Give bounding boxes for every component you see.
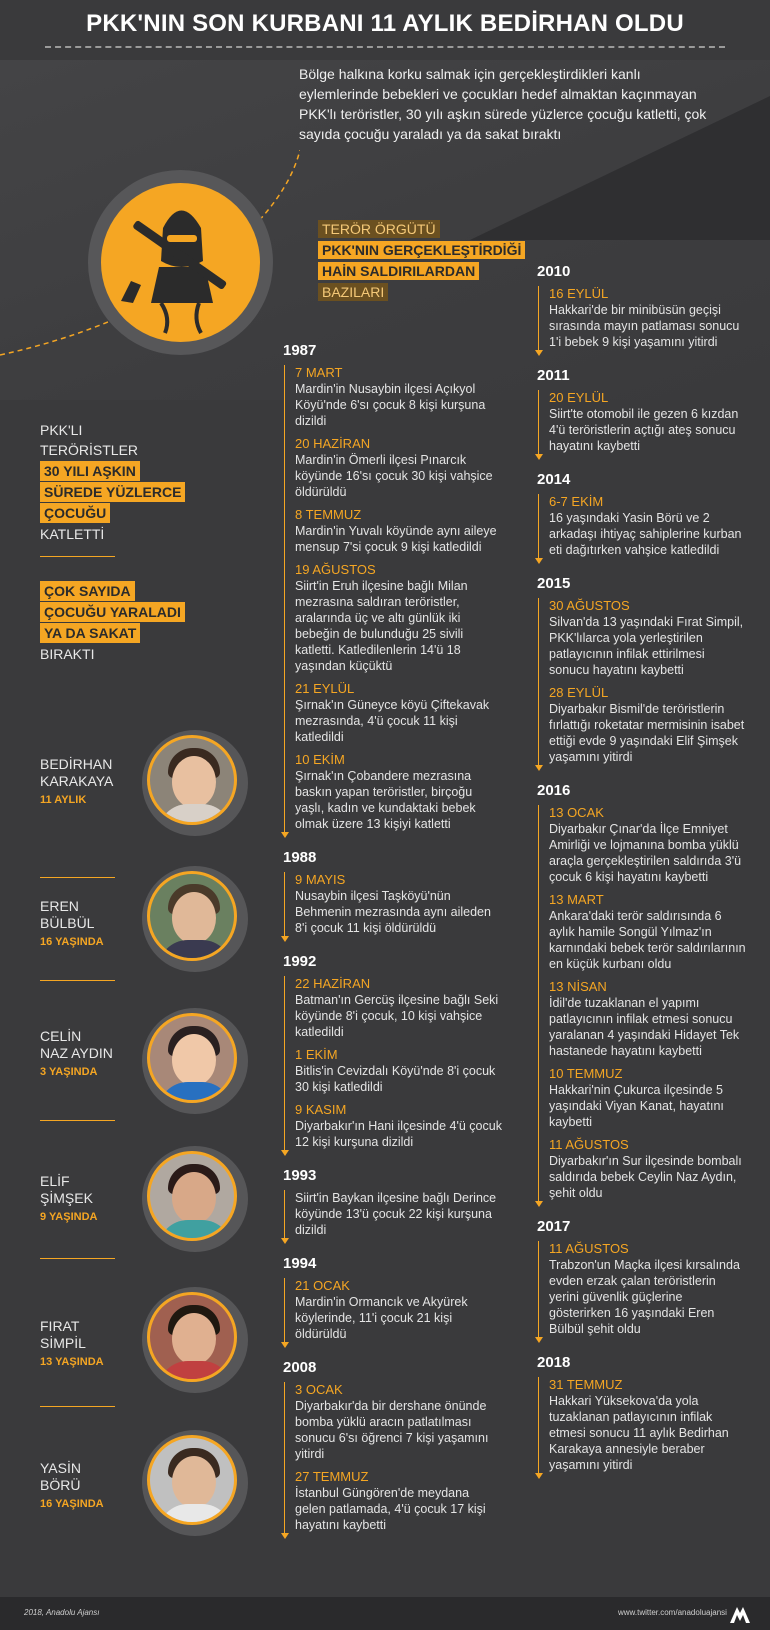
timeline-year: 2010 [537,263,571,280]
timeline-event [295,1047,503,1095]
summary-block-injured [40,580,200,664]
timeline-events [284,872,503,936]
footer-source: 2018, Anadolu Ajansı [24,1608,100,1617]
summary-line: BIRAKTI [40,646,95,662]
event-date: 21 EYLÜL [295,681,355,696]
victim-name: FIRAT [40,1318,80,1334]
timeline-event [549,598,747,678]
event-text: İstanbul Güngören'de meydana gelen patlamada, 4'ü çocuk 17 kişi hayatını kaybetti [295,1486,486,1532]
event-date: 31 TEMMUZ [549,1377,623,1392]
timeline-year: 2018 [537,1354,571,1371]
divider [40,1406,115,1407]
victim-surname: ŞİMŞEK [40,1190,93,1206]
victim-photo-firat [147,1292,237,1382]
timeline-event [295,1278,503,1342]
victim-name: ELİF [40,1173,70,1189]
event-date: 11 AĞUSTOS [549,1241,629,1256]
page-title: PKK'NIN SON KURBANI 11 AYLIK BEDİRHAN OLDU [86,10,684,37]
timeline-event [549,805,747,885]
event-text: 16 yaşındaki Yasin Börü ve 2 arkadaşı ihtiyaç sahiplerine kurban eti dağıtırken vahşice katledildi [549,511,742,557]
event-date: 19 AĞUSTOS [295,562,376,577]
event-text: İdil'de tuzaklanan el yapımı patlayıcının infilak etmesi sonucu yaralanan 4 yaşındaki Hidayet Tek hastanede hayatını kaybetti [549,996,740,1058]
event-text: Diyarbakır Bismil'de teröristlerin fırlattığı roketatar mermisinin isabet ettiği evde 9 yaşındaki Elif Şimşek yaşamını yitirdi [549,702,745,764]
event-date: 3 OCAK [295,1382,343,1397]
timeline-event [549,1137,747,1201]
timeline-event [549,1066,747,1130]
event-date: 22 HAZİRAN [295,976,371,991]
timeline-year: 1987 [283,342,317,359]
timeline-right [537,263,747,1480]
timeline-left [283,342,503,1540]
timeline-year: 2014 [537,471,571,488]
event-date: 6-7 EKİM [549,494,604,509]
timeline-event [295,365,503,429]
event-date: 10 EKİM [295,752,345,767]
timeline-year: 1992 [283,953,317,970]
intro-text: Bölge halkına korku salmak için gerçekleştirdikleri kanlı eylemlerinde bebekleri ve çocukları hedef almaktan kaçınmayan PKK'lı teröristler, 30 yılı aşkın sürede yüzlerce çocuğu katletti, çok sayıda çocuğu yaraladı ya da sakat bıraktı [299,66,707,142]
timeline-year: 2015 [537,575,571,592]
timeline-event [295,507,503,555]
divider [40,980,115,981]
timeline-event [549,685,747,765]
timeline-events [538,805,747,1201]
victim-photo-eren [147,871,237,961]
event-text: Hakkari Yüksekova'da yola tuzaklanan patlayıcının infilak etmesi sonucu 11 aylık Bedirhan Karakaya annesiyle beraber yaşamını yitirdi [549,1394,729,1472]
timeline-event [549,979,747,1059]
summary-line: PKK'LI [40,422,83,438]
event-date: 16 EYLÜL [549,286,609,301]
timeline-events [538,390,747,454]
section-tag [318,220,525,304]
event-text: Ankara'daki terör saldırısında 6 aylık hamile Songül Yılmaz'ın karnındaki bebek terör saldırılarının en küçük kurbanı oldu [549,909,746,971]
timeline-event [295,1190,503,1238]
timeline-events [538,1377,747,1473]
event-text: Siirt'in Baykan ilçesine bağlı Derince köyünde 13'ü çocuk 22 kişi kurşuna dizildi [295,1191,497,1237]
event-text: Diyarbakır'ın Hani ilçesinde 4'ü çocuk 12 kişi kurşuna dizildi [295,1119,502,1149]
victim-name: YASİN [40,1460,81,1476]
event-text: Diyarbakır'ın Sur ilçesinde bombalı saldırıda bebek Ceylin Naz Aydın, şehit oldu [549,1154,742,1200]
event-date: 13 MART [549,892,604,907]
footer [0,1597,770,1630]
victim-name: EREN [40,898,79,914]
timeline-events [538,286,747,350]
divider [40,877,115,878]
summary-highlight: ÇOK SAYIDA [40,581,135,601]
summary-line: TERÖRİSTLER [40,442,139,458]
divider [40,1120,115,1121]
timeline-year: 2008 [283,1359,317,1376]
event-date: 7 MART [295,365,343,380]
timeline-year: 2011 [537,367,570,384]
divider [40,556,115,557]
victim-photo-celin [147,1013,237,1103]
victim-age: 3 YAŞINDA [40,1066,98,1078]
timeline-event [295,752,503,832]
victim-surname: SİMPİL [40,1335,86,1351]
timeline-event [549,892,747,972]
victim-age: 16 YAŞINDA [40,1498,104,1510]
summary-line: KATLETTİ [40,526,105,542]
summary-highlight: ÇOCUĞU [40,503,110,523]
event-date: 28 EYLÜL [549,685,609,700]
timeline-event [295,436,503,500]
event-date: 30 AĞUSTOS [549,598,630,613]
victim-age: 13 YAŞINDA [40,1356,104,1368]
victim-surname: NAZ AYDIN [40,1045,113,1061]
event-date: 1 EKİM [295,1047,338,1062]
victim-surname: BÖRÜ [40,1477,81,1493]
timeline-year: 2017 [537,1218,571,1235]
timeline-event [549,1241,747,1337]
victim-age: 11 AYLIK [40,794,87,806]
timeline-events [538,494,747,558]
timeline-event [549,390,747,454]
event-date: 20 EYLÜL [549,390,609,405]
event-date: 9 KASIM [295,1102,347,1117]
timeline-events [284,1382,503,1533]
event-text: Şırnak'ın Çobandere mezrasına baskın yapan teröristler, birçoğu yaşlı, kadın ve kundaktaki bebek olmak üzere 13 kişiyi katletti [295,769,476,831]
timeline-year: 1994 [283,1255,317,1272]
event-date: 13 NİSAN [549,979,607,994]
event-text: Silvan'da 13 yaşındaki Fırat Simpil, PKK'lılarca yola yerleştirilen patlayıcının infilak ettirilmesi sonucu hayatını kaybetti [549,615,744,677]
tag-line: HAİN SALDIRILARDAN [318,262,479,280]
timeline-events [284,1278,503,1342]
event-date: 21 OCAK [295,1278,350,1293]
timeline-event [295,976,503,1040]
timeline-year: 2016 [537,782,571,799]
event-date: 13 OCAK [549,805,604,820]
summary-highlight: YA DA SAKAT [40,623,140,643]
event-text: Hakkari'nin Çukurca ilçesinde 5 yaşındaki Viyan Kanat, hayatını kaybetti [549,1083,724,1129]
timeline-year: 1993 [283,1167,317,1184]
summary-block-killed [40,420,200,544]
event-date: 8 TEMMUZ [295,507,362,522]
victim-surname: BÜLBÜL [40,915,95,931]
event-date: 10 TEMMUZ [549,1066,623,1081]
event-text: Nusaybin ilçesi Taşköyü'nün Behmenin mezrasında aynı aileden 8'i çocuk 11 kişi öldürüldü [295,889,491,935]
timeline-event [295,1382,503,1462]
victim-photo-elif [147,1151,237,1241]
timeline-events [538,598,747,765]
footer-twitter-link[interactable]: www.twitter.com/anadoluajansi [618,1608,727,1617]
event-text: Mardin'in Yuvalı köyünde aynı aileye mensup 7'si çocuk 9 kişi katledildi [295,524,497,554]
tag-line: PKK'NIN GERÇEKLEŞTİRDİĞİ [318,241,525,259]
event-text: Mardin'in Ormancık ve Akyürek köylerinde, 11'i çocuk 21 kişi öldürüldü [295,1295,468,1341]
timeline-events [284,976,503,1150]
event-date: 27 TEMMUZ [295,1469,369,1484]
timeline-event [549,286,747,350]
title-divider [45,46,725,48]
timeline-event [295,1469,503,1533]
victim-photo-bedirhan [147,735,237,825]
event-text: Mardin'in Nusaybin ilçesi Açıkyol Köyü'nde 6'sı çocuk 8 kişi kurşuna dizildi [295,382,486,428]
timeline-event [549,1377,747,1473]
timeline-event [295,1102,503,1150]
event-date: 11 AĞUSTOS [549,1137,629,1152]
anadolu-agency-logo-icon [728,1603,752,1625]
timeline-event [549,494,747,558]
summary-highlight: 30 YILI AŞKIN [40,461,140,481]
summary-highlight: ÇOCUĞU YARALADI [40,602,185,622]
timeline-event [295,681,503,745]
event-text: Bitlis'in Cevizdalı Köyü'nde 8'i çocuk 30 kişi katledildi [295,1064,496,1094]
victim-surname: KARAKAYA [40,773,114,789]
event-text: Diyarbakır Çınar'da İlçe Emniyet Amirliği ve lojmanına bomba yüklü araçla gerçekleştirilen saldırıda 3'ü çocuk 6 kişi hayatını kaybetti [549,822,742,884]
victim-photo-yasin [147,1435,237,1525]
event-text: Batman'ın Gercüş ilçesine bağlı Seki köyünde 8'i çocuk, 10 kişi vahşice katledildi [295,993,499,1039]
event-text: Siirt'te otomobil ile gezen 6 kızdan 4'ü teröristlerin açtığı ateş sonucu hayatını kaybetti [549,407,739,453]
summary-highlight: SÜREDE YÜZLERCE [40,482,185,502]
victim-name: CELİN [40,1028,82,1044]
timeline-events [284,365,503,832]
event-text: Trabzon'un Maçka ilçesi kırsalında evden erzak çalan teröristlerin yerini güvenlik güçlerine gösterirken 16 yaşındaki Eren Bülbül şehit oldu [549,1258,740,1336]
tag-line: TERÖR ÖRGÜTÜ [318,220,440,238]
event-date: 9 MAYIS [295,872,346,887]
victim-age: 16 YAŞINDA [40,936,104,948]
timeline-event [295,872,503,936]
event-text: Diyarbakır'da bir dershane önünde bomba yüklü aracın patlatılması sonucu 6'sı öğrenci 7 kişi yaşamını yitirdi [295,1399,489,1461]
victim-age: 9 YAŞINDA [40,1211,98,1223]
event-text: Mardin'in Ömerli ilçesi Pınarcık köyünde 16'sı çocuk 30 kişi vahşice öldürüldü [295,453,493,499]
divider [40,1258,115,1259]
victim-name: BEDİRHAN [40,756,113,772]
tag-line: BAZILARI [318,283,388,301]
event-text: Siirt'in Eruh ilçesine bağlı Milan mezrasına saldıran teröristler, aralarında üç ve altı günlük iki bebeğin de bulunduğu 25 sivili katletti. Katledilenlerin 14'ü 18 yaşından küçüktü [295,579,468,673]
timeline-event [295,562,503,674]
event-text: Hakkari'de bir minibüsün geçişi sırasında mayın patlaması sonucu 1'i bebek 9 kişi yaşamını yitirdi [549,303,740,349]
timeline-events [284,1190,503,1238]
timeline-events [538,1241,747,1337]
timeline-year: 1988 [283,849,317,866]
event-date: 20 HAZİRAN [295,436,371,451]
masked-terrorist-with-rifle-icon [101,183,260,342]
event-text: Şırnak'ın Güneyce köyü Çiftekavak mezrasında, 4'ü çocuk 11 kişi katledildi [295,698,490,744]
